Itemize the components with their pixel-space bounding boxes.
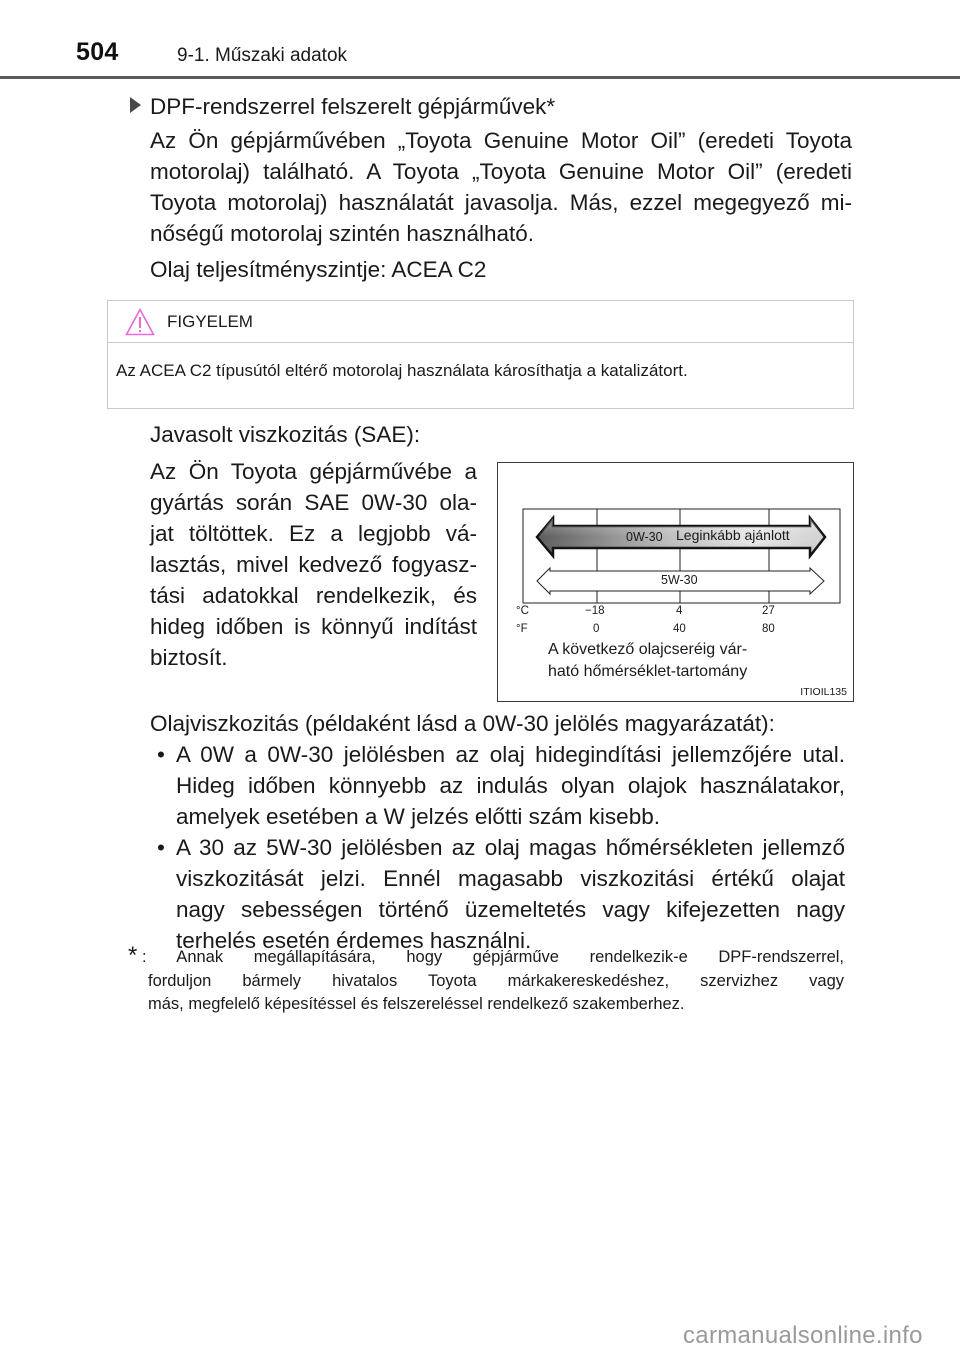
viscosity-explain-heading: Olajviszkozitás (példaként lásd a 0W-30 jelölés magyarázatát): <box>150 711 775 736</box>
bullet-line: A 30 az 5W-30 jelölésben az olaj magas hőmérsékleten jellemző <box>176 835 845 860</box>
bullet-line: viszkozitását jelzi. Ennél magasabb viszkozitási értékű olajat <box>176 866 845 891</box>
bar-0w30-label: Leginkább ajánlott <box>676 527 790 543</box>
list-item <box>155 832 845 956</box>
paragraph-line: hideg időben is könnyű indítást <box>150 614 477 639</box>
sae-paragraph <box>150 456 477 673</box>
paragraph-line: tási adatokkal rendelkezik, és <box>150 583 477 608</box>
celsius-tick: 27 <box>762 605 775 617</box>
fahrenheit-tick: 80 <box>762 623 775 635</box>
paragraph-line: nőségű motorolaj szintén használható. <box>150 221 534 246</box>
bullet-dot: • <box>157 742 165 767</box>
bar-5w30-grade: 5W-30 <box>661 573 698 587</box>
page-number: 504 <box>76 38 119 66</box>
paragraph-line: lasztás, mivel kedvező fogyasz- <box>150 552 477 577</box>
dpf-intro-paragraph <box>150 125 852 249</box>
figure-caption <box>548 639 747 683</box>
fahrenheit-tick: 0 <box>593 623 600 635</box>
caution-header <box>108 301 853 343</box>
paragraph-line: Toyota motorolaj) használatát javasolja. Más, ezzel megegyező mi- <box>150 190 852 215</box>
watermark: carmanualsonline.info <box>683 1322 923 1349</box>
dpf-subheading <box>130 91 850 122</box>
fahrenheit-tick: 40 <box>673 623 686 635</box>
figure-caption-line: ható hőmérséklet-tartomány <box>548 663 748 680</box>
performance-level-text: Olaj teljesítményszintje: ACEA C2 <box>150 257 487 282</box>
warning-triangle-icon <box>125 308 155 336</box>
bullet-line: amelyek esetében a W jelzés előtti szám kisebb. <box>176 804 660 829</box>
footnote-marker: * <box>128 942 138 969</box>
paragraph-line: Az Ön gépjárművében „Toyota Genuine Motor Oil” (eredeti Toyota <box>150 128 852 153</box>
viscosity-temperature-figure <box>497 462 854 702</box>
paragraph-line: biztosít. <box>150 645 228 670</box>
bullet-line: nagy sebességen történő üzemeltetés vagy kifejezetten nagy <box>176 897 845 922</box>
dpf-subheading-text: DPF-rendszerrel felszerelt gépjárművek* <box>150 94 556 119</box>
caution-title: FIGYELEM <box>167 312 253 331</box>
celsius-tick: 4 <box>676 605 683 617</box>
bullet-dot: • <box>157 835 165 860</box>
paragraph-line: jat töltöttek. Ez a legjobb vá- <box>150 521 477 546</box>
fahrenheit-unit: °F <box>516 623 528 635</box>
bullet-line: A 0W a 0W-30 jelölésben az olaj hidegindítási jellemzőjére utal. <box>176 742 845 767</box>
footnote <box>128 942 844 1017</box>
header-divider <box>0 76 960 79</box>
paragraph-line: motorolaj) található. A Toyota „Toyota Genuine Motor Oil” (eredeti <box>150 159 852 184</box>
bar-0w30-grade: 0W-30 <box>626 530 663 544</box>
triangle-bullet-icon <box>130 97 141 113</box>
footnote-line: más, megfelelő képesítéssel és felszereléssel rendelkező szakemberhez. <box>148 995 685 1013</box>
figure-code: ITIOIL135 <box>800 686 847 698</box>
section-title: 9-1. Műszaki adatok <box>177 45 348 66</box>
caution-body: Az ACEA C2 típusútól eltérő motorolaj használata károsíthatja a katalizátort. <box>116 361 688 380</box>
sae-heading: Javasolt viszkozitás (SAE): <box>150 422 421 447</box>
caution-box <box>107 300 854 409</box>
bullet-line: terhelés esetén érdemes használni. <box>176 928 532 953</box>
bullet-line: Hideg időben könnyebb az indulás olyan olajok használatakor, <box>176 773 845 798</box>
figure-caption-line: A következő olajcseréig vár- <box>548 641 748 658</box>
list-item <box>155 739 845 832</box>
page-header <box>0 0 960 78</box>
footnote-line: forduljon bármely hivatalos Toyota márkakereskedéshez, szervizhez vagy <box>148 971 844 990</box>
footnote-line: : Annak megállapítására, hogy gépjárműve rendelkezik-e DPF-rendszerrel, <box>142 948 844 966</box>
paragraph-line: Az Ön Toyota gépjárművébe a <box>150 459 477 484</box>
celsius-tick: −18 <box>585 605 605 617</box>
viscosity-bullet-list <box>155 739 845 956</box>
paragraph-line: gyártás során SAE 0W-30 ola- <box>150 490 477 515</box>
celsius-unit: °C <box>516 605 529 617</box>
